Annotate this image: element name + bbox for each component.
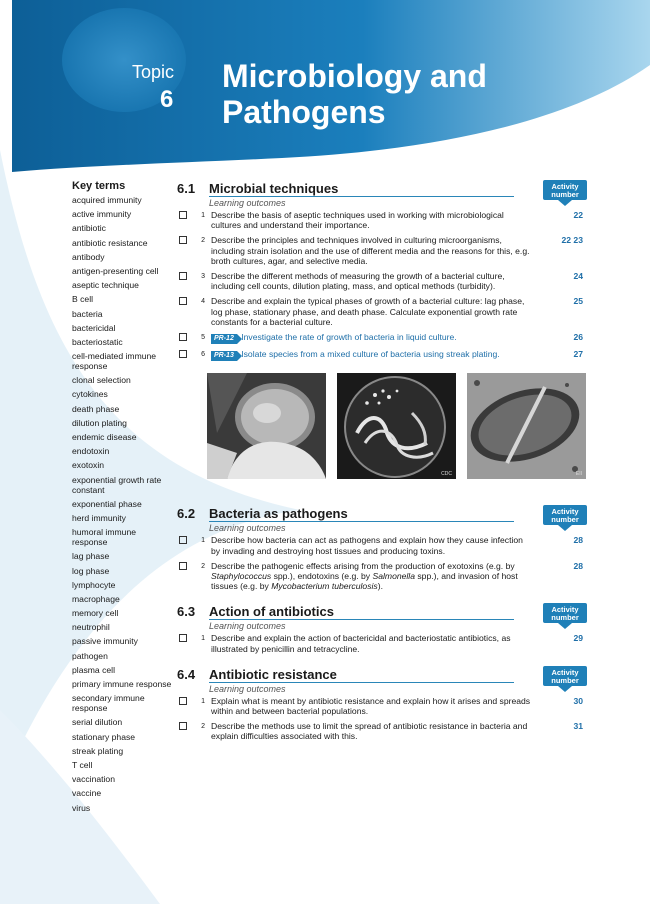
activity-number-badge: [543, 666, 587, 694]
activity-number: 25: [573, 296, 583, 307]
badge-line2: number: [551, 515, 579, 525]
badge-line1: Activity: [551, 182, 579, 191]
section-subtitle: Learning outcomes: [209, 523, 286, 534]
learning-outcome-row: [177, 696, 589, 716]
key-term-item: clonal selection: [72, 375, 131, 386]
section-subtitle: Learning outcomes: [209, 621, 286, 632]
key-term-item: acquired immunity: [72, 195, 142, 205]
photo-strip: [207, 373, 589, 491]
outcome-text: Describe the basis of aseptic techniques used in working with microbiological cultures and understand their importance.: [211, 210, 504, 231]
outcome-text: Describe the pathogenic effects arising from the production of exotoxins (e.g. by Staphylococcus spp.), endotoxins (e.g. by Salmonella spp.), and invasion of host tissues (e.g. by Mycobacterium tuberculosis).: [211, 560, 518, 592]
page-title-line1: Microbiology and: [222, 58, 487, 94]
key-terms-sidebar: [72, 180, 172, 817]
section-subtitle: Learning outcomes: [209, 198, 286, 208]
section-header: [177, 505, 589, 535]
activity-number-badge: [543, 505, 587, 533]
topic-number: 6: [160, 86, 174, 113]
key-term-item: antibiotic resistance: [72, 237, 148, 248]
key-term-item: antigen-presenting cell: [72, 265, 159, 276]
section-header: [177, 603, 589, 633]
section-header: [177, 666, 589, 696]
outcome-text: Explain what is meant by antibiotic resistance and explain how it arises and spreads within and between bacterial populations.: [211, 695, 531, 717]
section-6-4: [177, 666, 589, 742]
key-term-item: vaccination: [72, 774, 115, 785]
practical-tag: PR-12: [211, 334, 237, 344]
learning-outcome-row: [177, 561, 589, 592]
section-rule: [209, 196, 514, 197]
activity-number: 29: [573, 633, 583, 644]
section-title: Bacteria as pathogens: [209, 506, 348, 522]
badge-line1: Activity: [551, 605, 579, 615]
learning-outcome-row: [177, 721, 589, 741]
key-term-item: secondary immune response: [72, 693, 145, 714]
key-term-item: active immunity: [72, 209, 132, 220]
outcome-number: 1: [201, 537, 205, 545]
key-term-item: death phase: [72, 403, 120, 414]
streak-plate-photo: [337, 373, 456, 479]
key-term-item: cytokines: [72, 389, 108, 400]
outcome-text: Investigate the rate of growth of bacteria in liquid culture.: [241, 332, 457, 343]
key-term-item: vaccine: [72, 788, 102, 799]
outcome-number: 1: [201, 635, 205, 643]
key-term-item: streak plating: [72, 745, 124, 756]
badge-line2: number: [551, 675, 579, 685]
outcome-checkbox[interactable]: [179, 211, 187, 219]
key-term-item: stationary phase: [72, 731, 136, 742]
learning-outcome-row: [177, 332, 589, 344]
learning-outcome-row: [177, 535, 589, 555]
main-content: [177, 180, 589, 747]
section-header: [177, 180, 589, 210]
key-terms-heading: Key terms: [72, 180, 126, 192]
key-term-item: T cell: [72, 759, 93, 770]
key-term-item: endotoxin: [72, 446, 110, 457]
learning-outcome-row: [177, 210, 589, 230]
key-term-item: pathogen: [72, 650, 108, 661]
section-6-1: [177, 180, 589, 361]
activity-number: 24: [573, 271, 583, 282]
section-number: 6.3: [177, 604, 196, 620]
key-term-item: aseptic technique: [72, 280, 139, 291]
topic-label: Topic: [132, 62, 175, 82]
section-6-2: [177, 505, 589, 591]
outcome-number: 2: [201, 562, 205, 570]
learning-outcome-row: [177, 349, 589, 361]
key-term-item: antibiotic: [72, 223, 106, 234]
key-term-item: primary immune response: [72, 679, 172, 689]
badge-line2: number: [551, 190, 579, 199]
page-title: [222, 58, 487, 130]
activity-number: 30: [573, 695, 583, 706]
activity-number: 28: [573, 560, 583, 571]
outcome-text: Isolate species from a mixed culture of bacteria using streak plating.: [241, 349, 500, 360]
section-6-1: [177, 180, 589, 361]
key-term-item: bacteriostatic: [72, 336, 123, 347]
activity-number: 26: [573, 332, 583, 343]
section-subtitle: Learning outcomes: [209, 683, 286, 694]
outcome-checkbox[interactable]: [179, 634, 187, 642]
activity-number: 31: [573, 721, 583, 732]
outcome-text: Describe the methods use to limit the spread of antibiotic resistance in bacteria and explain difficulties associated with this.: [211, 721, 528, 742]
page-header: [12, 0, 650, 175]
outcome-checkbox[interactable]: [179, 333, 187, 341]
badge-line1: Activity: [551, 667, 579, 677]
photo-caption: EII: [575, 471, 582, 478]
section-rule: [209, 619, 514, 620]
outcome-number: 1: [201, 697, 205, 705]
activity-number: 22 23: [561, 235, 583, 246]
key-term-item: herd immunity: [72, 512, 126, 523]
key-term-item: passive immunity: [72, 636, 138, 647]
bacteria-micrograph-photo: [467, 373, 586, 479]
outcome-checkbox[interactable]: [179, 236, 187, 244]
outcome-number: 5: [201, 334, 205, 342]
activity-number: 28: [573, 535, 583, 546]
key-term-item: macrophage: [72, 593, 120, 604]
key-terms-list: [72, 195, 172, 813]
outcome-checkbox[interactable]: [179, 697, 187, 705]
activity-number: 27: [573, 349, 583, 360]
outcome-text: Describe and explain the action of bactericidal and bacteriostatic antibiotics, as illustrated by penicillin and tetracycline.: [211, 633, 511, 654]
learning-outcome-row: [177, 296, 589, 327]
outcome-number: 3: [201, 273, 205, 281]
key-term-item: dilution plating: [72, 417, 127, 428]
outcome-text: Describe the different methods of measuring the growth of a bacterial culture, including cell counts, dilution plating, mass, and optical methods (turbidity).: [211, 271, 505, 292]
key-term-item: exotoxin: [72, 460, 105, 471]
section-rule: [209, 521, 514, 522]
outcome-checkbox[interactable]: [179, 272, 187, 280]
outcome-checkbox[interactable]: [179, 722, 187, 730]
practical-tag: PR-13: [211, 351, 237, 361]
photo-caption: CDC: [441, 471, 452, 478]
learning-outcome-row: [177, 235, 589, 266]
key-term-item: plasma cell: [72, 664, 115, 675]
key-term-item: lag phase: [72, 551, 110, 562]
outcome-checkbox[interactable]: [179, 562, 187, 570]
activity-number-badge: [543, 603, 587, 631]
section-number: 6.2: [177, 506, 196, 522]
page-title-line2: Pathogens: [222, 94, 386, 130]
outcome-number: 2: [201, 237, 205, 245]
outcome-text: Describe the principles and techniques involved in culturing microorganisms, including strain isolation and the use of different media and the reasons for this, e.g. broth cultures, agar, and selective media.: [211, 235, 530, 266]
key-term-item: log phase: [72, 565, 110, 576]
key-term-item: bacteria: [72, 308, 103, 319]
key-term-item: neutrophil: [72, 622, 110, 633]
activity-number-badge: [543, 180, 587, 208]
outcome-text: Describe how bacteria can act as pathogens and explain how they cause infection by invading and destroying host tissues and producing toxins.: [211, 535, 523, 556]
outcome-text: Describe and explain the typical phases of growth of a bacterial culture: lag phase, log phase, stationary phase, and death phase. Calculate exponential growth rate constants for a bacterial culture.: [211, 296, 525, 327]
key-term-item: humoral immune response: [72, 527, 136, 548]
key-term-item: cell-mediated immune response: [72, 351, 157, 372]
section-title: Action of antibiotics: [209, 604, 334, 620]
key-term-item: exponential growth rate constant: [72, 474, 162, 495]
badge-line2: number: [551, 613, 579, 623]
badge-line1: Activity: [551, 507, 579, 517]
section-rule: [209, 682, 514, 683]
key-term-item: exponential phase: [72, 498, 142, 509]
activity-number: 22: [573, 210, 583, 220]
petri-dish-hand-photo: [207, 373, 326, 479]
learning-outcome-row: [177, 633, 589, 653]
key-term-item: memory cell: [72, 608, 119, 619]
sections-6-2-to-6-4: [177, 505, 589, 741]
section-title: Antibiotic resistance: [209, 666, 337, 682]
key-term-item: virus: [72, 802, 91, 813]
key-term-item: lymphocyte: [72, 579, 116, 590]
outcome-number: 2: [201, 723, 205, 731]
outcome-checkbox[interactable]: [179, 297, 187, 305]
key-term-item: endemic disease: [72, 432, 137, 442]
key-term-item: bactericidal: [72, 322, 116, 333]
key-term-item: antibody: [72, 251, 105, 262]
section-number: 6.1: [177, 181, 196, 196]
outcome-number: 4: [201, 298, 205, 306]
key-term-item: serial dilution: [72, 717, 123, 728]
learning-outcome-row: [177, 271, 589, 291]
section-title: Microbial techniques: [209, 181, 339, 196]
section-number: 6.4: [177, 666, 196, 682]
section-6-3: [177, 603, 589, 653]
outcome-checkbox[interactable]: [179, 536, 187, 544]
key-term-item: B cell: [72, 294, 94, 305]
outcome-number: 1: [201, 212, 205, 219]
outcome-checkbox[interactable]: [179, 350, 187, 358]
outcome-number: 6: [201, 351, 205, 359]
